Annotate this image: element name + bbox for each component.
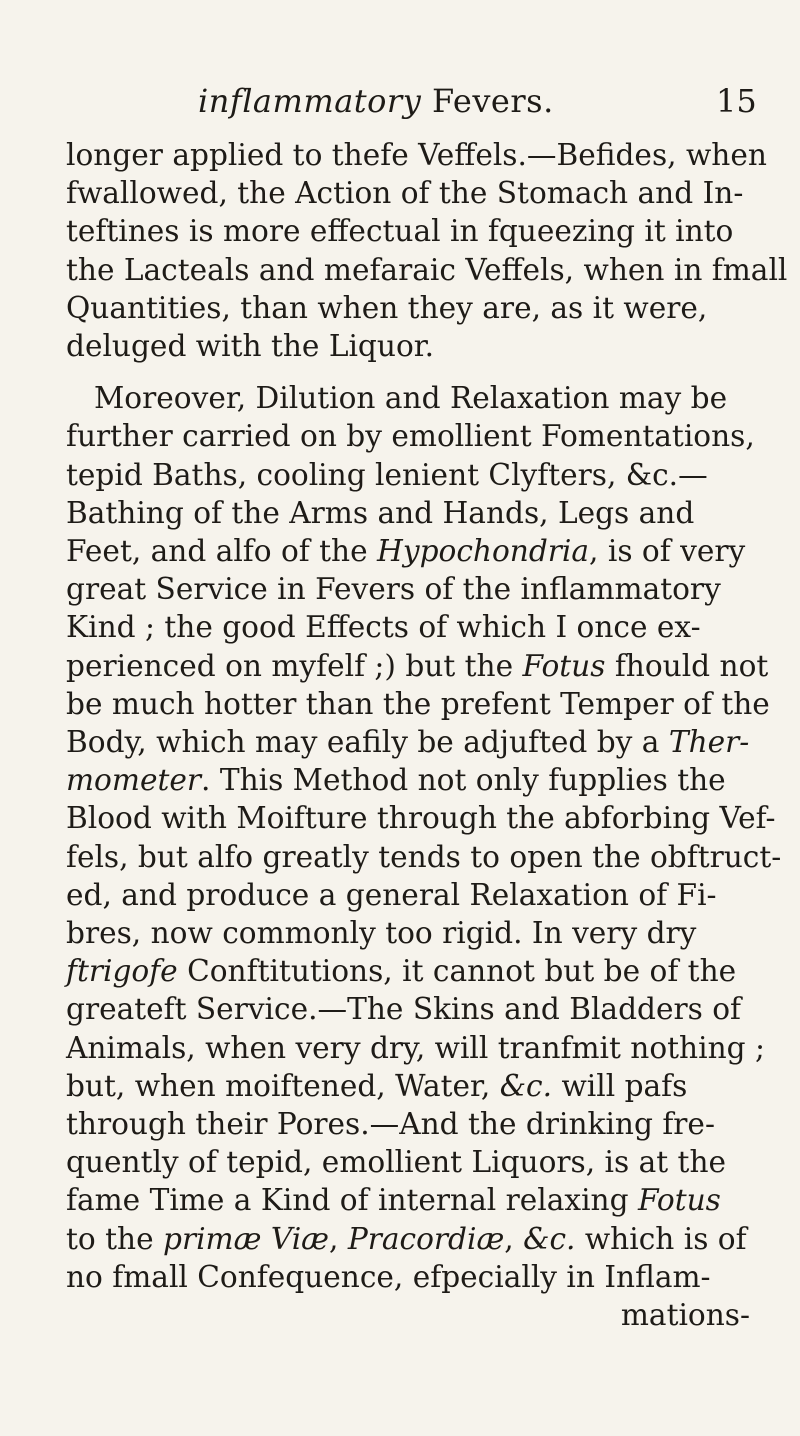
text-line: further carried on by emollient Fomentations, (66, 419, 755, 454)
text-line: quently of tepid, emollient Liquors, is at the (66, 1145, 727, 1180)
running-head (0, 82, 800, 122)
text-line: no fmall Confequence, efpecially in Inflam- (66, 1259, 711, 1294)
text-line: but, when moiftened, Water, &c. will pafs (66, 1068, 688, 1103)
text-line: ftrigofe Conftitutions, it cannot but be of the (66, 954, 737, 989)
text-line: teftines is more effectual in fqueezing it into (66, 214, 734, 249)
text-line: to the primæ Viæ, Pracordiæ, &c. which is of (66, 1221, 747, 1256)
text-line: Body, which may eafily be adjufted by a Ther- (66, 725, 750, 760)
text-line: Blood with Moifture through the abforbing Vef- (66, 801, 776, 836)
text-line: be much hotter than the prefent Temper of the (66, 686, 770, 721)
text-line: bres, now commonly too rigid. In very dry (66, 916, 697, 951)
text-line: through their Pores.—And the drinking fre- (66, 1107, 715, 1142)
text-line: perienced on myfelf ;) but the Fotus fhould not (66, 648, 769, 683)
text-line: Bathing of the Arms and Hands, Legs and (66, 495, 695, 530)
text-line: fels, but alfo greatly tends to open the obftruct- (66, 839, 782, 874)
text-line: tepid Baths, cooling lenient Clyfters, &c.— (66, 457, 708, 492)
text-line: deluged with the Liquor. (66, 329, 435, 364)
paragraph-1 (66, 136, 788, 365)
text-line: greateft Service.—The Skins and Bladders of (66, 992, 741, 1027)
text-line: Kind ; the good Effects of which I once ex- (66, 610, 701, 645)
text-line: Animals, when very dry, will tranfmit nothing ; (66, 1030, 765, 1065)
text-line: Quantities, than when they are, as it were, (66, 290, 708, 325)
text-line: ed, and produce a general Relaxation of Fi- (66, 877, 717, 912)
text-line: the Lacteals and mefaraic Veffels, when in fmall (66, 252, 788, 287)
text-line: mometer. This Method not only fupplies the (66, 763, 726, 798)
paragraph-2 (66, 379, 782, 1334)
text-line: Moreover, Dilution and Relaxation may be (94, 381, 728, 416)
text-line: fame Time a Kind of internal relaxing Fotus (66, 1183, 721, 1218)
running-title: inflammatory Fevers. (198, 82, 554, 120)
text-line: fwallowed, the Action of the Stomach and In- (66, 176, 744, 211)
text-line: longer applied to thefe Veffels.—Befides, when (66, 138, 767, 172)
body-text (66, 136, 788, 1334)
catchword: mations- (620, 1298, 750, 1333)
text-line: Feet, and alfo of the Hypochondria, is of very (66, 534, 746, 569)
text-line: great Service in Fevers of the inflammatory (66, 572, 721, 607)
page-number: 15 (716, 82, 757, 120)
